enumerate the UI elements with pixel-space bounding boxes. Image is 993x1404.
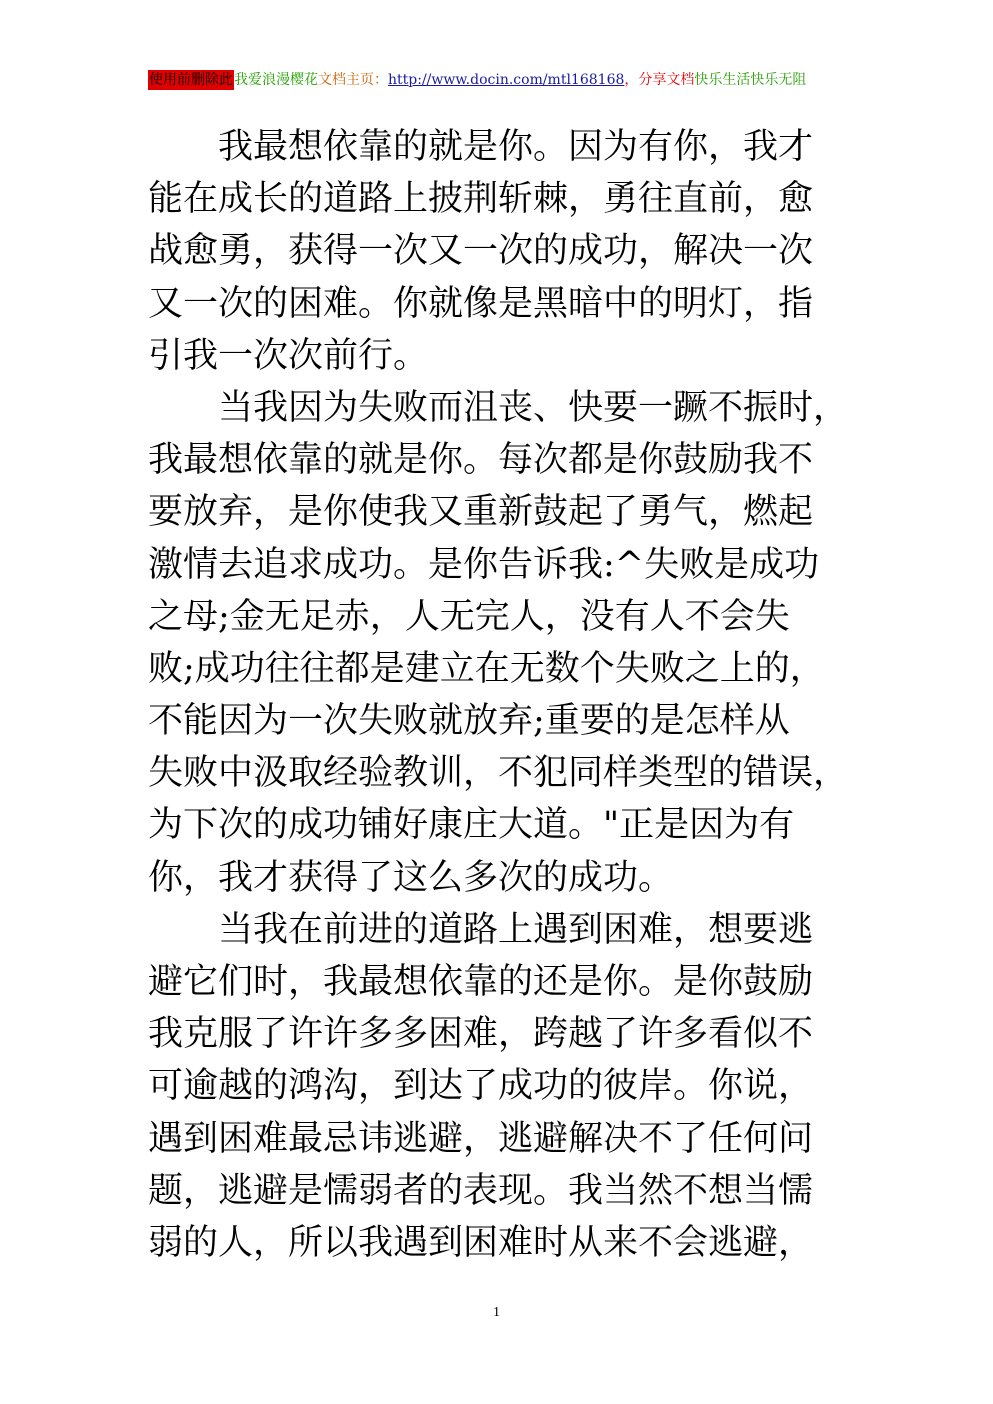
- text-line: 又一次的困难。你就像是黑暗中的明灯，指: [148, 283, 814, 324]
- text-line: 避它们时，我最想依靠的还是你。是你鼓励: [148, 962, 814, 1002]
- text-line: 之母;金无足赤，人无完人，没有人不会失: [148, 596, 790, 637]
- text-line: 能在成长的道路上披荆斩棘，勇往直前，愈: [148, 179, 814, 220]
- header-site-text: 我爱浪漫樱花: [234, 72, 318, 88]
- text-line: 弱的人，所以我遇到困难时从来不会逃避，: [148, 1222, 814, 1263]
- text-line: 我最想依靠的就是你。每次都是你鼓励我不: [148, 440, 814, 481]
- text-line: 遇到困难最忌讳逃避，逃避解决不了任何问: [148, 1118, 814, 1159]
- header-homepage-label: 文档主页：: [318, 72, 388, 88]
- page-number: 1: [493, 1305, 500, 1320]
- document-body: [148, 121, 868, 1269]
- header-tag: 使用前删除此: [149, 72, 233, 88]
- text-line: 题，逃避是懦弱者的表现。我当然不想当懦: [148, 1170, 814, 1211]
- text-line: 失败中汲取经验教训，不犯同样类型的错误，: [148, 753, 849, 794]
- header-slogan: 快乐生活快乐无阻: [694, 72, 807, 88]
- header-share-text: ，分享文档: [624, 72, 695, 88]
- text-line: 可逾越的鸿沟，到达了成功的彼岸。你说，: [148, 1066, 814, 1107]
- text-line: 不能因为一次失败就放弃;重要的是怎样从: [148, 701, 790, 742]
- text-line: 激情去追求成功。是你告诉我:^失败是成功: [148, 544, 820, 585]
- text-line: 为下次的成功铺好康庄大道。"正是因为有: [148, 805, 795, 846]
- text-line: 要放弃，是你使我又重新鼓起了勇气，燃起: [148, 492, 814, 533]
- text-line: 我克服了许许多多困难，跨越了许多看似不: [148, 1014, 814, 1055]
- text-line: 败;成功往往都是建立在无数个失败之上的，: [148, 648, 825, 689]
- header-homepage-link[interactable]: http://www.docin.com/mtl168168: [388, 72, 625, 88]
- document-header: [148, 70, 806, 90]
- text-line: 当我因为失败而沮丧、快要一蹶不振时，: [148, 387, 849, 428]
- text-line: 当我在前进的道路上遇到困难，想要逃: [148, 909, 814, 950]
- text-line: 引我一次次前行。: [148, 335, 429, 376]
- text-line: 你，我才获得了这么多次的成功。: [148, 857, 674, 898]
- text-line: 战愈勇，获得一次又一次的成功，解决一次: [148, 231, 814, 272]
- text-line: 我最想依靠的就是你。因为有你，我才: [148, 127, 814, 167]
